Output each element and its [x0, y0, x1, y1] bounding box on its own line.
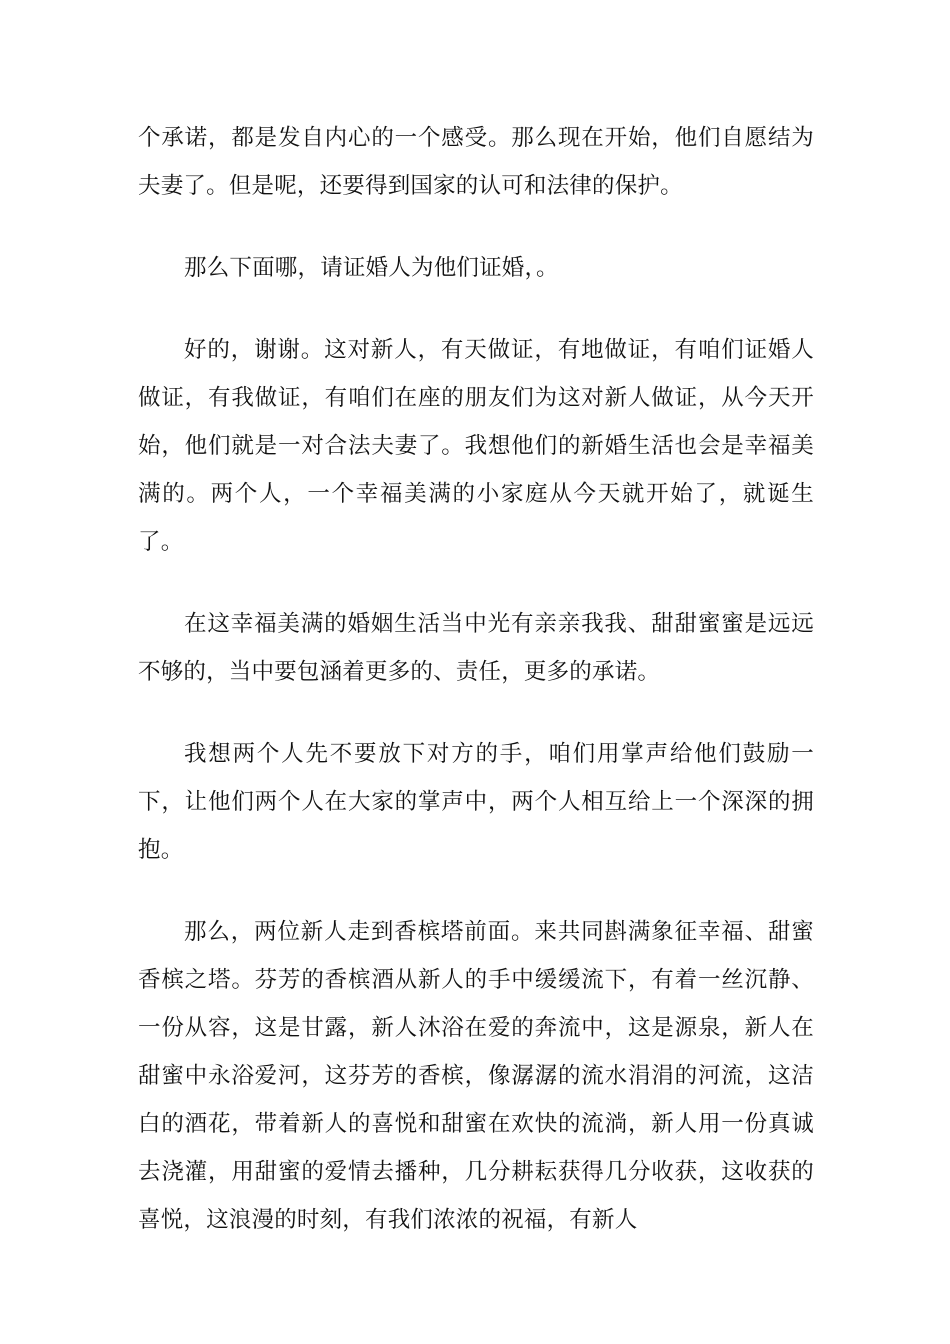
paragraph-2: 那么下面哪，请证婚人为他们证婚，。	[184, 255, 559, 281]
paragraph-1: 个承诺，都是发自内心的一个感受。那么现在开始，他们自愿结为夫妻了。但是呢，还要得到国家的认可和法律的保护。	[138, 125, 814, 199]
paragraph-5: 我想两个人先不要放下对方的手，咱们用掌声给他们鼓励一下，让他们两个人在大家的掌声中，两个人相互给上一个深深的拥抱。	[138, 741, 814, 863]
document-body	[138, 114, 814, 1278]
paragraph-4: 在这幸福美满的婚姻生活当中光有亲亲我我、甜甜蜜蜜是远远不够的，当中要包涵着更多的、责任，更多的承诺。	[138, 611, 814, 685]
paragraph-6: 那么，两位新人走到香槟塔前面。来共同斟满象征幸福、甜蜜香槟之塔。芬芳的香槟酒从新人的手中缓缓流下，有着一丝沉静、一份从容，这是甘露，新人沐浴在爱的奔流中，这是源泉，新人在甜蜜中永浴爱河，这芬芳的香槟，像潺潺的流水涓涓的河流，这洁白的酒花，带着新人的喜悦和甜蜜在欢快的流淌，新人用一份真诚去浇灌，用甜蜜的爱情去播种，几分耕耘获得几分收获，这收获的喜悦，这浪漫的时刻，有我们浓浓的祝福，有新人	[138, 919, 814, 1233]
paragraph-3: 好的，谢谢。这对新人，有天做证，有地做证，有咱们证婚人做证，有我做证，有咱们在座的朋友们为这对新人做证，从今天开始，他们就是一对合法夫妻了。我想他们的新婚生活也会是幸福美满的。两个人，一个幸福美满的小家庭从今天就开始了，就诞生了。	[138, 337, 814, 555]
